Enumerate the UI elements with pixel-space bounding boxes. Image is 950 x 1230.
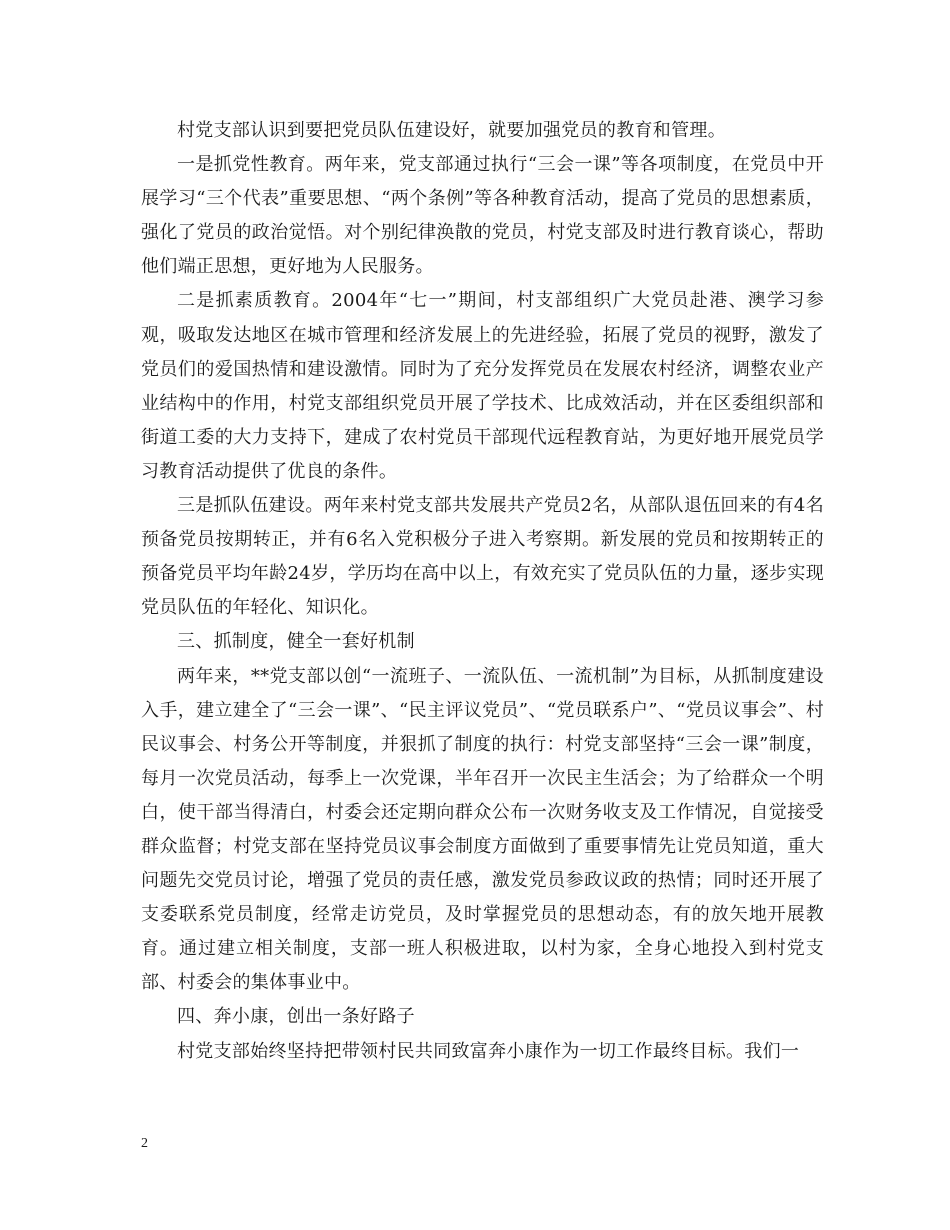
team-building-paragraph: 三是抓队伍建设。两年来村党支部共发展共产党员2名，从部队退伍回来的有4名预备党员按期转正，并有6名入党积极分子进入考察期。新发展的党员和按期转正的预备党员平均年龄24岁，学历均在高中以上，有效充实了党员队伍的力量，逐步实现党员队伍的年轻化、知识化。 [141, 495, 824, 619]
party-spirit-education-paragraph: 一是抓党性教育。两年来，党支部通过执行“三会一课”等各项制度，在党员中开展学习“三个代表”重要思想、“两个条例”等各种教育活动，提高了党员的思想素质，强化了党员的政治觉悟。对个别纪律涣散的党员，村党支部及时进行教育谈心，帮助他们端正思想，更好地为人民服务。 [141, 154, 824, 278]
document-body [141, 114, 824, 1069]
system-building-paragraph: 两年来，**党支部以创“一流班子、一流队伍、一流机制”为目标，从抓制度建设入手，建立建全了“三会一课”、“民主评议党员”、“党员联系户”、“党员议事会”、村民议事会、村务公开等制度，并狠抓了制度的执行：村党支部坚持“三会一课”制度，每月一次党员活动，每季上一次党课，半年召开一次民主生活会；为了给群众一个明白，使干部当得清白，村委会还定期向群众公布一次财务收支及工作情况，自觉接受群众监督；村党支部在坚持党员议事会制度方面做到了重要事情先让党员知道，重大问题先交党员讨论，增强了党员的责任感，激发党员参政议政的热情；同时还开展了支委联系党员制度，经常走访党员，及时掌握党员的思想动态，有的放矢地开展教育。通过建立相关制度，支部一班人积极进取，以村为家，全身心地投入到村党支部、村委会的集体事业中。 [141, 665, 824, 994]
prosperity-paragraph: 村党支部始终坚持把带领村民共同致富奔小康作为一切工作最终目标。我们一 [177, 1040, 800, 1062]
quality-education-paragraph: 二是抓素质教育。2004年“七一”期间，村支部组织广大党员赴港、澳学习参观，吸取发达地区在城市管理和经济发展上的先进经验，拓展了党员的视野，激发了党员们的爱国热情和建设激情。同时为了充分发挥党员在发展农村经济，调整农业产业结构中的作用，村党支部组织党员开展了学技术、比成效活动，并在区委组织部和街道工委的大力支持下，建成了农村党员干部现代远程教育站，为更好地开展党员学习教育活动提供了优良的条件。 [141, 290, 824, 482]
intro-paragraph: 村党支部认识到要把党员队伍建设好，就要加强党员的教育和管理。 [177, 120, 726, 141]
page-number: 2 [141, 1136, 148, 1151]
section-heading-system: 三、抓制度，健全一套好机制 [177, 631, 415, 653]
section-heading-prosperity: 四、奔小康，创出一条好路子 [177, 1006, 415, 1028]
